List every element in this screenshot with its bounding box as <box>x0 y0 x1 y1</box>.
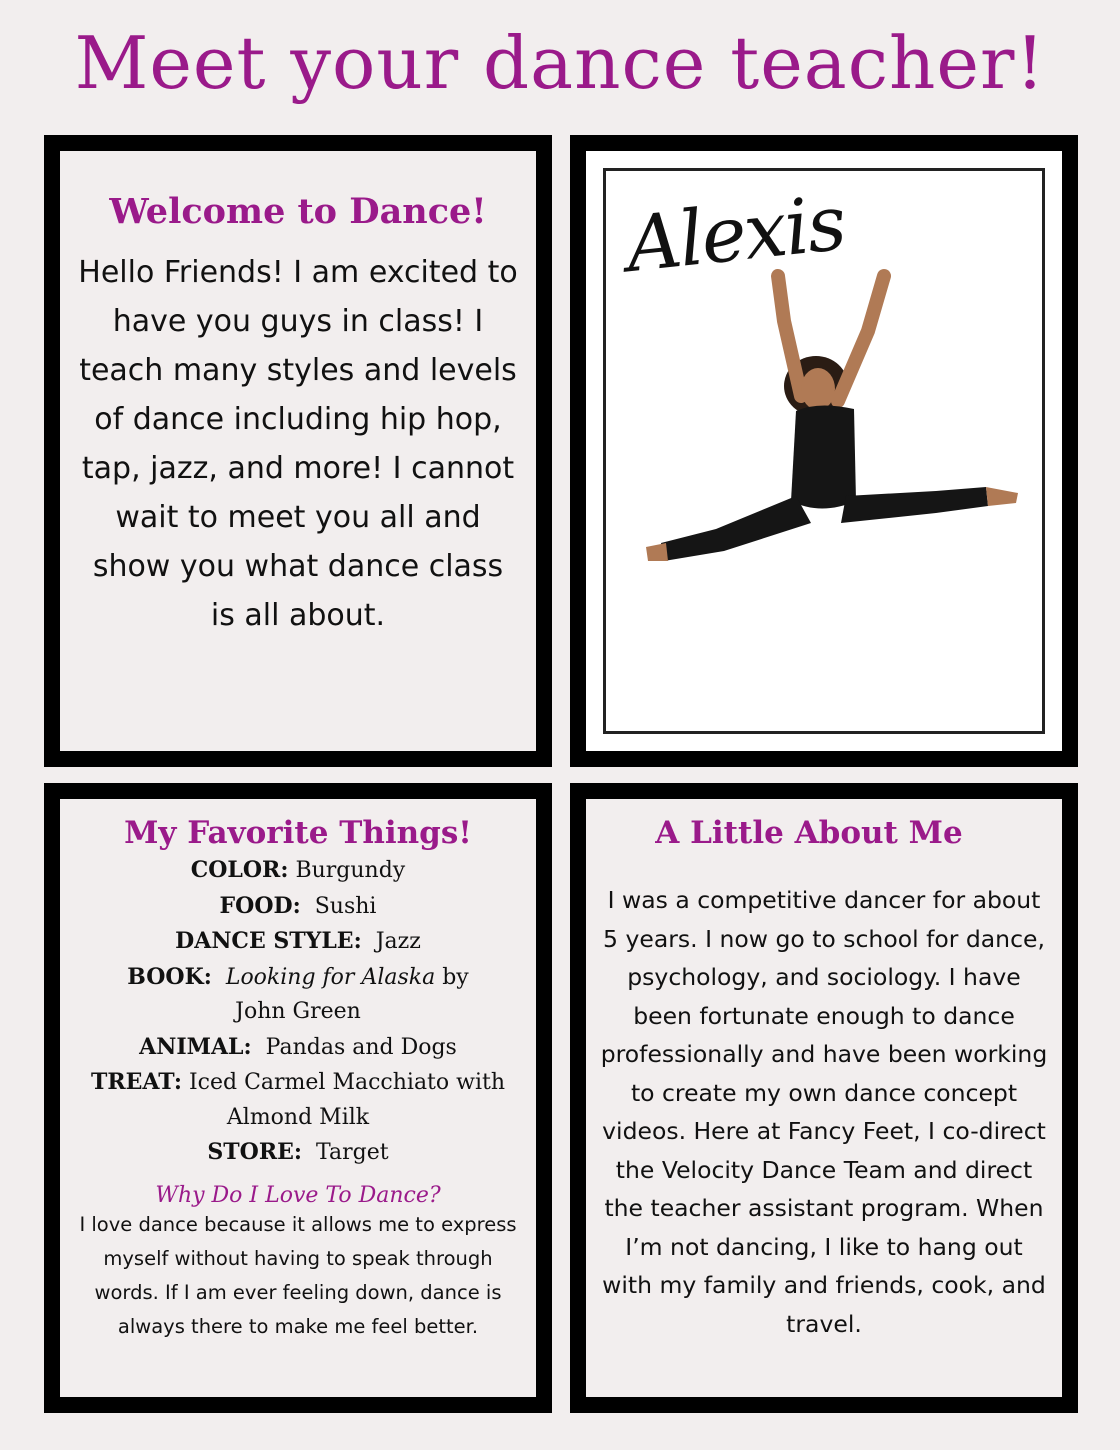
why-text: I love dance because it allows me to express myself without having to speak through words. If I am ever feeling down, dance is always there to make me feel better. <box>79 1212 517 1338</box>
favorite-value: Burgundy <box>295 858 406 883</box>
favorite-label: BOOK: <box>127 963 212 990</box>
favorite-value-italic: Looking for Alaska <box>225 964 436 990</box>
photo-panel <box>570 135 1078 767</box>
welcome-panel <box>44 135 552 767</box>
favorite-label: TREAT: <box>90 1069 182 1095</box>
favorite-label: ANIMAL: <box>139 1033 252 1060</box>
favorite-label: FOOD: <box>219 892 301 919</box>
favorite-label: DANCE STYLE: <box>175 928 362 954</box>
favorite-value: by John Green <box>235 964 469 1024</box>
why-heading: Why Do I Love To Dance? <box>155 1182 441 1208</box>
favorites-list <box>60 853 536 1171</box>
welcome-heading: Welcome to Dance! <box>109 191 487 232</box>
favorite-item <box>60 853 536 889</box>
favorite-value: Target <box>316 1140 389 1165</box>
favorite-label: COLOR: <box>190 857 289 883</box>
favorite-item <box>60 924 536 960</box>
about-text: I was a competitive dancer for about 5 years. I now go to school for dance, psychology, and sociology. I have been fortunate enough to dance professionally and have been working to create my own dance concept videos. Here at Fancy Feet, I co-direct the Velocity Dance Team and direct the teacher assistant program. When I’m not dancing, I like to hang out with my family and friends, cook, and travel. <box>600 886 1048 1338</box>
favorite-item <box>60 960 536 1030</box>
favorite-item <box>60 1065 536 1135</box>
favorite-item <box>60 1135 536 1171</box>
favorite-value: Pandas and Dogs <box>265 1034 457 1060</box>
favorite-label: STORE: <box>207 1139 303 1165</box>
favorite-value: Iced Carmel Macchiato with Almond Milk <box>188 1070 506 1130</box>
favorite-item <box>60 889 536 925</box>
photo-frame <box>603 168 1045 734</box>
favorite-value: Jazz <box>375 929 421 954</box>
about-panel <box>570 783 1078 1413</box>
welcome-text: Hello Friends! I am excited to have you guys in class! I teach many styles and levels of dance including hip hop, tap, jazz, and more! I cannot wait to meet you all and show you what dance class is all about. <box>78 255 518 633</box>
favorites-heading: My Favorite Things! <box>124 815 472 851</box>
page-title: Meet your dance teacher! <box>74 21 1046 105</box>
favorite-value: Sushi <box>314 893 377 919</box>
dancer-photo <box>606 261 1045 681</box>
about-heading: A Little About Me <box>655 815 963 851</box>
favorites-panel <box>44 783 552 1413</box>
favorite-item <box>60 1030 536 1066</box>
teacher-signature: Alexis <box>621 177 849 290</box>
